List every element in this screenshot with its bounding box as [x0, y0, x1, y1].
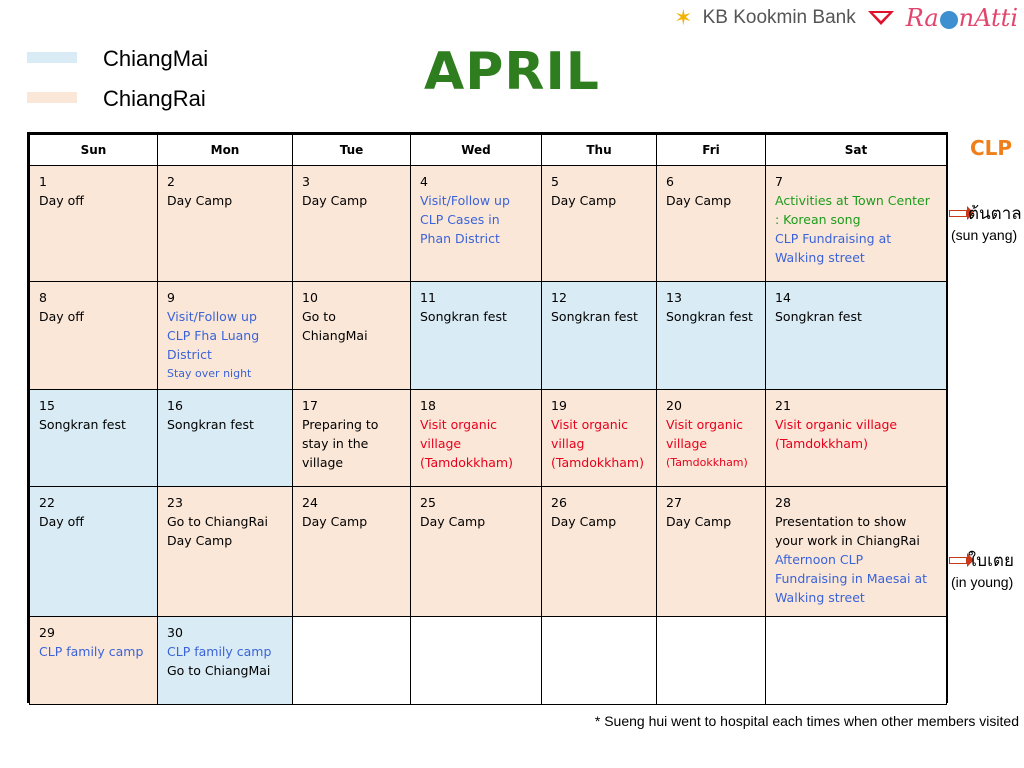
- day-cell: [158, 282, 293, 390]
- day-cell: [158, 166, 293, 282]
- event-text: Day off: [39, 309, 84, 324]
- day-number: 3: [302, 174, 310, 189]
- day-cell: [30, 487, 158, 617]
- event-text: Day Camp: [302, 514, 368, 529]
- event-text: Songkran fest: [39, 417, 126, 432]
- day-number: 24: [302, 495, 318, 510]
- footnote: * Sueng hui went to hospital each times when other members visited: [594, 713, 1019, 729]
- empty-day-cell: [411, 617, 542, 705]
- clp-label: CLP: [970, 136, 1013, 160]
- day-cell: [293, 166, 411, 282]
- day-cell: [542, 282, 657, 390]
- day-number: 18: [420, 398, 436, 413]
- event-text: Day off: [39, 514, 84, 529]
- week-row: [30, 617, 947, 705]
- side-note-thai: ใบเตย: [968, 551, 1014, 571]
- event-text: Visit/Follow up CLP Cases in Phan District: [420, 193, 510, 246]
- day-cell: [293, 282, 411, 390]
- day-number: 7: [775, 174, 783, 189]
- event-text: Activities at Town Center : Korean song: [775, 193, 930, 227]
- event-text: Day Camp: [666, 514, 732, 529]
- event-text: Day off: [39, 193, 84, 208]
- event-text: Day Camp: [167, 193, 233, 208]
- day-cell: [411, 487, 542, 617]
- day-cell: [542, 487, 657, 617]
- day-cell: [30, 282, 158, 390]
- event-text: Go to ChiangMai: [167, 663, 271, 678]
- day-number: 17: [302, 398, 318, 413]
- globe-icon: [940, 11, 958, 29]
- event-text: CLP family camp: [39, 644, 144, 659]
- day-number: 22: [39, 495, 55, 510]
- day-number: 21: [775, 398, 791, 413]
- raonatti-logo: Ra nAtti: [905, 4, 1018, 32]
- event-text: Day Camp: [302, 193, 368, 208]
- day-number: 5: [551, 174, 559, 189]
- day-cell: [411, 282, 542, 390]
- day-cell: [30, 617, 158, 705]
- event-text: Stay over night: [167, 367, 252, 380]
- weekday-header-row: [30, 135, 947, 166]
- day-number: 25: [420, 495, 436, 510]
- event-text: Songkran fest: [167, 417, 254, 432]
- day-number: 14: [775, 290, 791, 305]
- day-number: 6: [666, 174, 674, 189]
- side-note-roman: (in young): [951, 574, 1014, 590]
- arrow-right-icon: [949, 557, 967, 564]
- day-cell: [657, 282, 766, 390]
- event-text: Songkran fest: [666, 309, 753, 324]
- event-text: Songkran fest: [775, 309, 862, 324]
- weekday-header: Thu: [542, 135, 657, 166]
- empty-day-cell: [542, 617, 657, 705]
- event-text: CLP Fundraising at Walking street: [775, 231, 892, 265]
- logo-area: [674, 4, 1018, 32]
- day-cell: [293, 487, 411, 617]
- event-text: Afternoon CLP Fundraising in Maesai at Walking street: [775, 552, 928, 605]
- event-text: Visit/Follow up CLP Fha Luang District: [167, 309, 260, 362]
- event-text: (Tamdokkham): [666, 456, 748, 469]
- day-number: 23: [167, 495, 183, 510]
- month-title: APRIL: [424, 42, 600, 102]
- day-number: 20: [666, 398, 682, 413]
- event-text: Day Camp: [666, 193, 732, 208]
- legend-label-chiangrai: ChiangRai: [103, 86, 206, 111]
- day-number: 16: [167, 398, 183, 413]
- event-text: Day Camp: [167, 533, 233, 548]
- weekday-header: Fri: [657, 135, 766, 166]
- event-text: Visit organic village: [666, 417, 744, 451]
- day-number: 30: [167, 625, 183, 640]
- week-row: [30, 166, 947, 282]
- ymca-logo-icon: [866, 10, 896, 26]
- day-number: 26: [551, 495, 567, 510]
- event-text: Preparing to stay in the village: [302, 417, 379, 470]
- event-text: Songkran fest: [420, 309, 507, 324]
- week-row: [30, 487, 947, 617]
- day-cell: [766, 282, 947, 390]
- day-number: 8: [39, 290, 47, 305]
- weekday-header: Tue: [293, 135, 411, 166]
- calendar: [27, 132, 948, 703]
- event-text: Day Camp: [551, 514, 617, 529]
- week-row: [30, 390, 947, 487]
- day-cell: [30, 390, 158, 487]
- day-number: 28: [775, 495, 791, 510]
- day-cell: [411, 390, 542, 487]
- day-cell: [657, 166, 766, 282]
- day-number: 27: [666, 495, 682, 510]
- kb-star-logo-icon: ✶: [674, 5, 693, 30]
- weekday-header: Wed: [411, 135, 542, 166]
- calendar-body: [30, 166, 947, 705]
- event-text: Go to ChiangRai: [167, 514, 269, 529]
- day-number: 11: [420, 290, 436, 305]
- day-number: 13: [666, 290, 682, 305]
- legend-label-chiangmai: ChiangMai: [103, 46, 209, 71]
- day-number: 9: [167, 290, 175, 305]
- event-text: Day Camp: [420, 514, 486, 529]
- weekday-header: Mon: [158, 135, 293, 166]
- event-text: Visit organic village (Tamdokkham): [775, 417, 898, 451]
- day-number: 10: [302, 290, 318, 305]
- event-text: Visit organic villag (Tamdokkham): [551, 417, 644, 470]
- event-text: Songkran fest: [551, 309, 638, 324]
- kb-bank-logo: KB Kookmin Bank: [702, 7, 856, 28]
- event-text: Day Camp: [551, 193, 617, 208]
- event-text: CLP family camp: [167, 644, 272, 659]
- day-cell: [293, 390, 411, 487]
- day-cell: [158, 617, 293, 705]
- day-number: 15: [39, 398, 55, 413]
- day-cell: [766, 487, 947, 617]
- arrow-right-icon: [949, 210, 967, 217]
- event-text: Presentation to show your work in ChiangRai: [775, 514, 920, 548]
- day-number: 29: [39, 625, 55, 640]
- day-cell: [158, 487, 293, 617]
- day-number: 2: [167, 174, 175, 189]
- empty-day-cell: [293, 617, 411, 705]
- day-cell: [542, 390, 657, 487]
- calendar-table: [29, 134, 947, 705]
- day-cell: [158, 390, 293, 487]
- weekday-header: Sun: [30, 135, 158, 166]
- event-text: Visit organic village (Tamdokkham): [420, 417, 513, 470]
- side-note-thai: ต้นตาล: [968, 204, 1022, 224]
- day-cell: [766, 166, 947, 282]
- day-number: 19: [551, 398, 567, 413]
- empty-day-cell: [766, 617, 947, 705]
- side-note-roman: (sun yang): [951, 227, 1018, 243]
- week-row: [30, 282, 947, 390]
- weekday-header: Sat: [766, 135, 947, 166]
- day-cell: [542, 166, 657, 282]
- day-number: 12: [551, 290, 567, 305]
- day-number: 4: [420, 174, 428, 189]
- day-cell: [766, 390, 947, 487]
- day-cell: [411, 166, 542, 282]
- day-number: 1: [39, 174, 47, 189]
- day-cell: [30, 166, 158, 282]
- empty-day-cell: [657, 617, 766, 705]
- day-cell: [657, 487, 766, 617]
- day-cell: [657, 390, 766, 487]
- event-text: Go to ChiangMai: [302, 309, 368, 343]
